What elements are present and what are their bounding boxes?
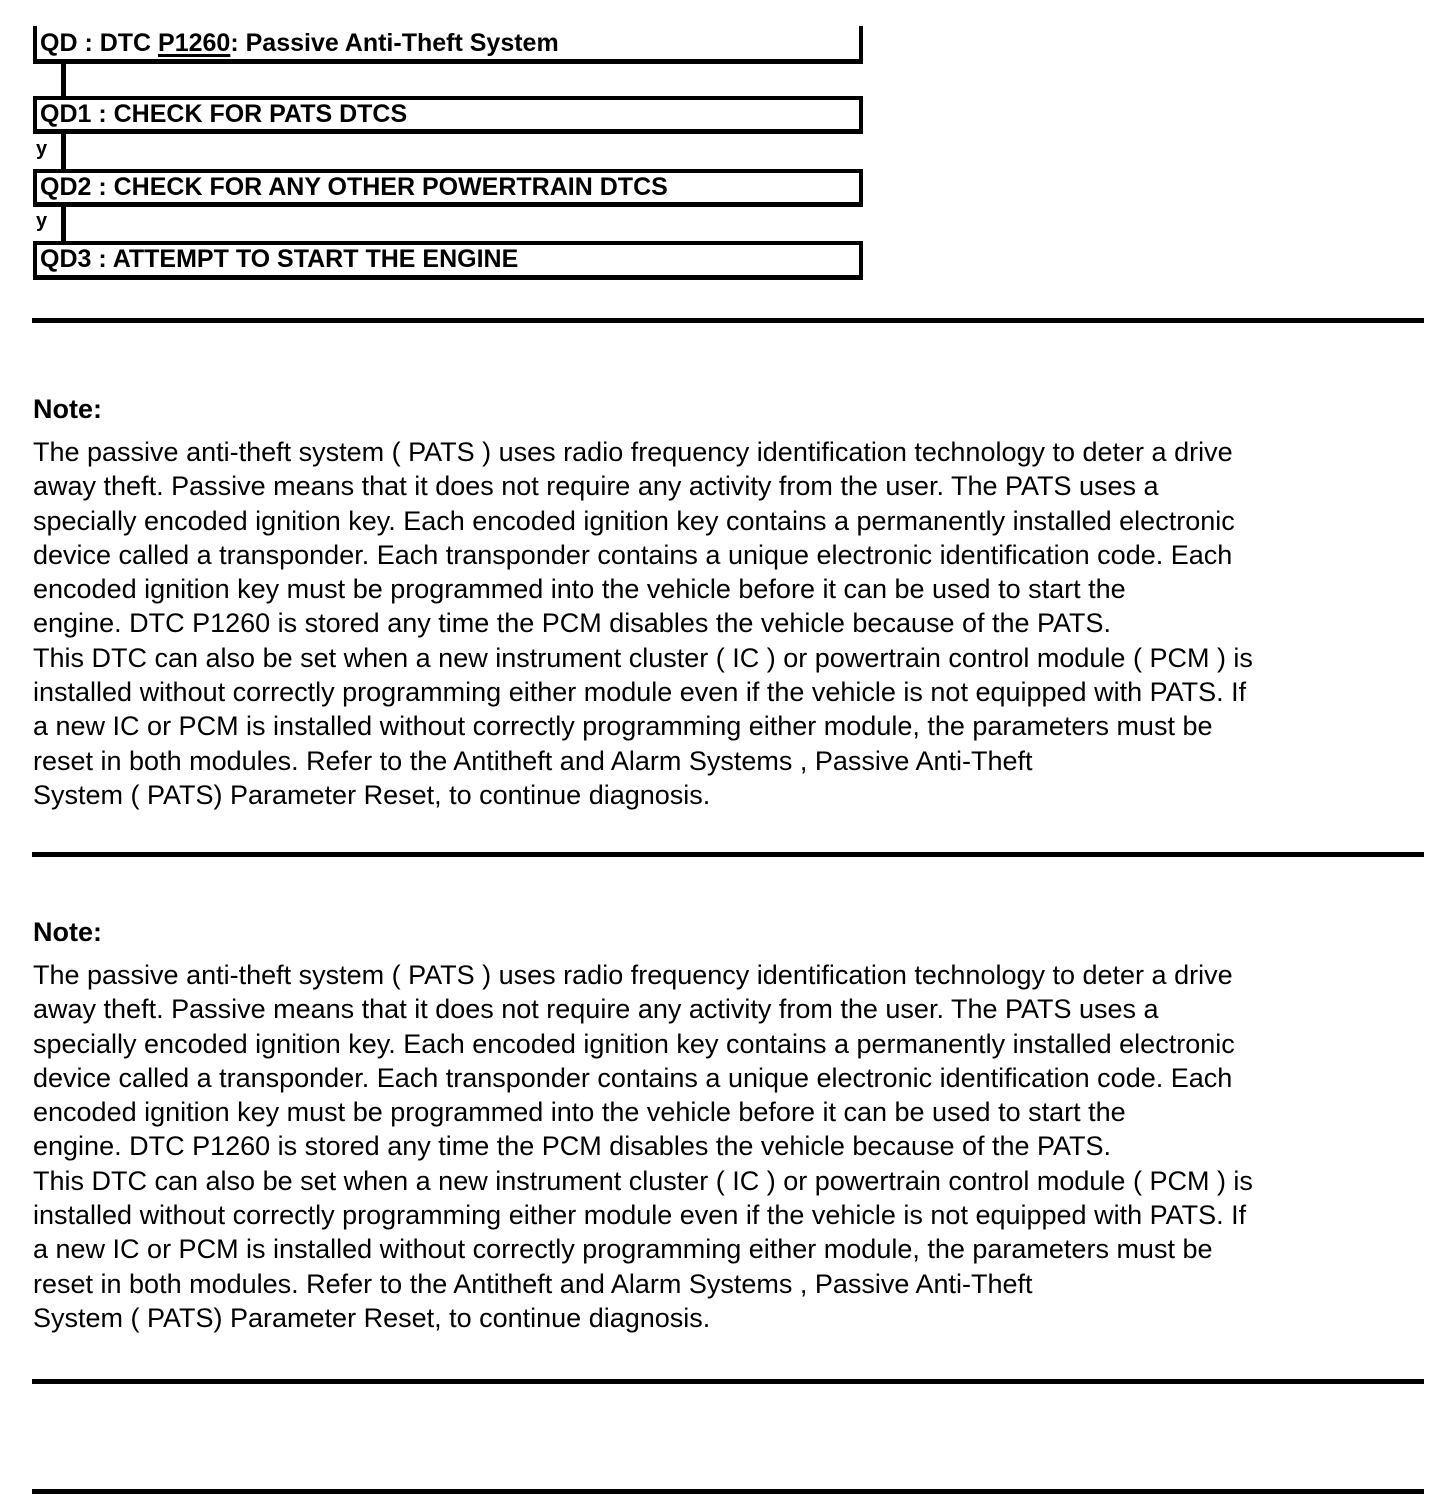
divider <box>32 1489 1424 1494</box>
note-line: device called a transponder. Each transponder contains a unique electronic identification code. Each <box>33 539 1233 570</box>
connector-line <box>61 207 66 241</box>
note-line: System ( PATS) Parameter Reset, to continue diagnosis. <box>33 779 711 810</box>
note-line: The passive anti-theft system ( PATS ) uses radio frequency identification technology to deter a drive <box>33 437 1233 467</box>
flowchart-title-box <box>33 26 863 64</box>
note-line: a new IC or PCM is installed without correctly programming either module, the parameters must be <box>33 1234 1213 1265</box>
step-label: QD2 : CHECK FOR ANY OTHER POWERTRAIN DTCS <box>40 173 668 201</box>
note-line: a new IC or PCM is installed without correctly programming either module, the parameters must be <box>33 711 1213 742</box>
note-body <box>33 435 1428 812</box>
dtc-code-link[interactable]: P1260 <box>158 29 231 57</box>
note-line: This DTC can also be set when a new instrument cluster ( IC ) or powertrain control module ( PCM ) is <box>33 642 1253 673</box>
connector-line <box>61 64 66 96</box>
note-line: installed without correctly programming either module even if the vehicle is not equipped with PATS. If <box>33 1200 1247 1231</box>
note-line: This DTC can also be set when a new instrument cluster ( IC ) or powertrain control module ( PCM ) is <box>33 1165 1253 1196</box>
note-line: away theft. Passive means that it does not require any activity from the user. The PATS uses a <box>33 994 1159 1025</box>
note-line: reset in both modules. Refer to the Antitheft and Alarm Systems , Passive Anti-Theft <box>33 745 1033 776</box>
note-line: installed without correctly programming either module even if the vehicle is not equipped with PATS. If <box>33 677 1247 708</box>
note-section <box>33 394 1428 812</box>
step-qd3[interactable] <box>33 241 863 280</box>
note-line: specially encoded ignition key. Each encoded ignition key contains a permanently installed electronic <box>33 1028 1235 1059</box>
note-line: encoded ignition key must be programmed into the vehicle before it can be used to start the <box>33 574 1126 605</box>
step-label: QD1 : CHECK FOR PATS DTCS <box>40 100 408 128</box>
note-line: The passive anti-theft system ( PATS ) uses radio frequency identification technology to deter a drive <box>33 960 1233 990</box>
note-body <box>33 958 1428 1335</box>
step-label: QD3 : ATTEMPT TO START THE ENGINE <box>40 245 519 273</box>
step-qd2[interactable] <box>33 169 863 207</box>
note-line: away theft. Passive means that it does not require any activity from the user. The PATS uses a <box>33 471 1159 502</box>
note-line: engine. DTC P1260 is stored any time the PCM disables the vehicle because of the PATS. <box>33 608 1112 639</box>
note-line: encoded ignition key must be programmed into the vehicle before it can be used to start the <box>33 1097 1126 1128</box>
note-label: Note: <box>33 917 102 947</box>
flowchart-title-prefix: QD : DTC <box>40 29 159 57</box>
note-line: reset in both modules. Refer to the Antitheft and Alarm Systems , Passive Anti-Theft <box>33 1268 1033 1299</box>
diagnostic-flowchart <box>33 0 873 290</box>
note-line: engine. DTC P1260 is stored any time the PCM disables the vehicle because of the PATS. <box>33 1131 1112 1162</box>
flowchart-title-suffix: : Passive Anti-Theft System <box>230 29 559 57</box>
note-label: Note: <box>33 394 102 424</box>
connector-yes-label: y <box>36 138 48 160</box>
divider <box>32 318 1424 323</box>
connector-yes-label: y <box>36 210 48 232</box>
divider <box>32 1379 1424 1384</box>
note-line: device called a transponder. Each transponder contains a unique electronic identification code. Each <box>33 1062 1233 1093</box>
divider <box>32 852 1424 857</box>
note-line: System ( PATS) Parameter Reset, to continue diagnosis. <box>33 1302 711 1333</box>
connector-line <box>61 134 66 169</box>
step-qd1[interactable] <box>33 96 863 134</box>
note-line: specially encoded ignition key. Each encoded ignition key contains a permanently installed electronic <box>33 505 1235 536</box>
note-section <box>33 917 1428 1335</box>
